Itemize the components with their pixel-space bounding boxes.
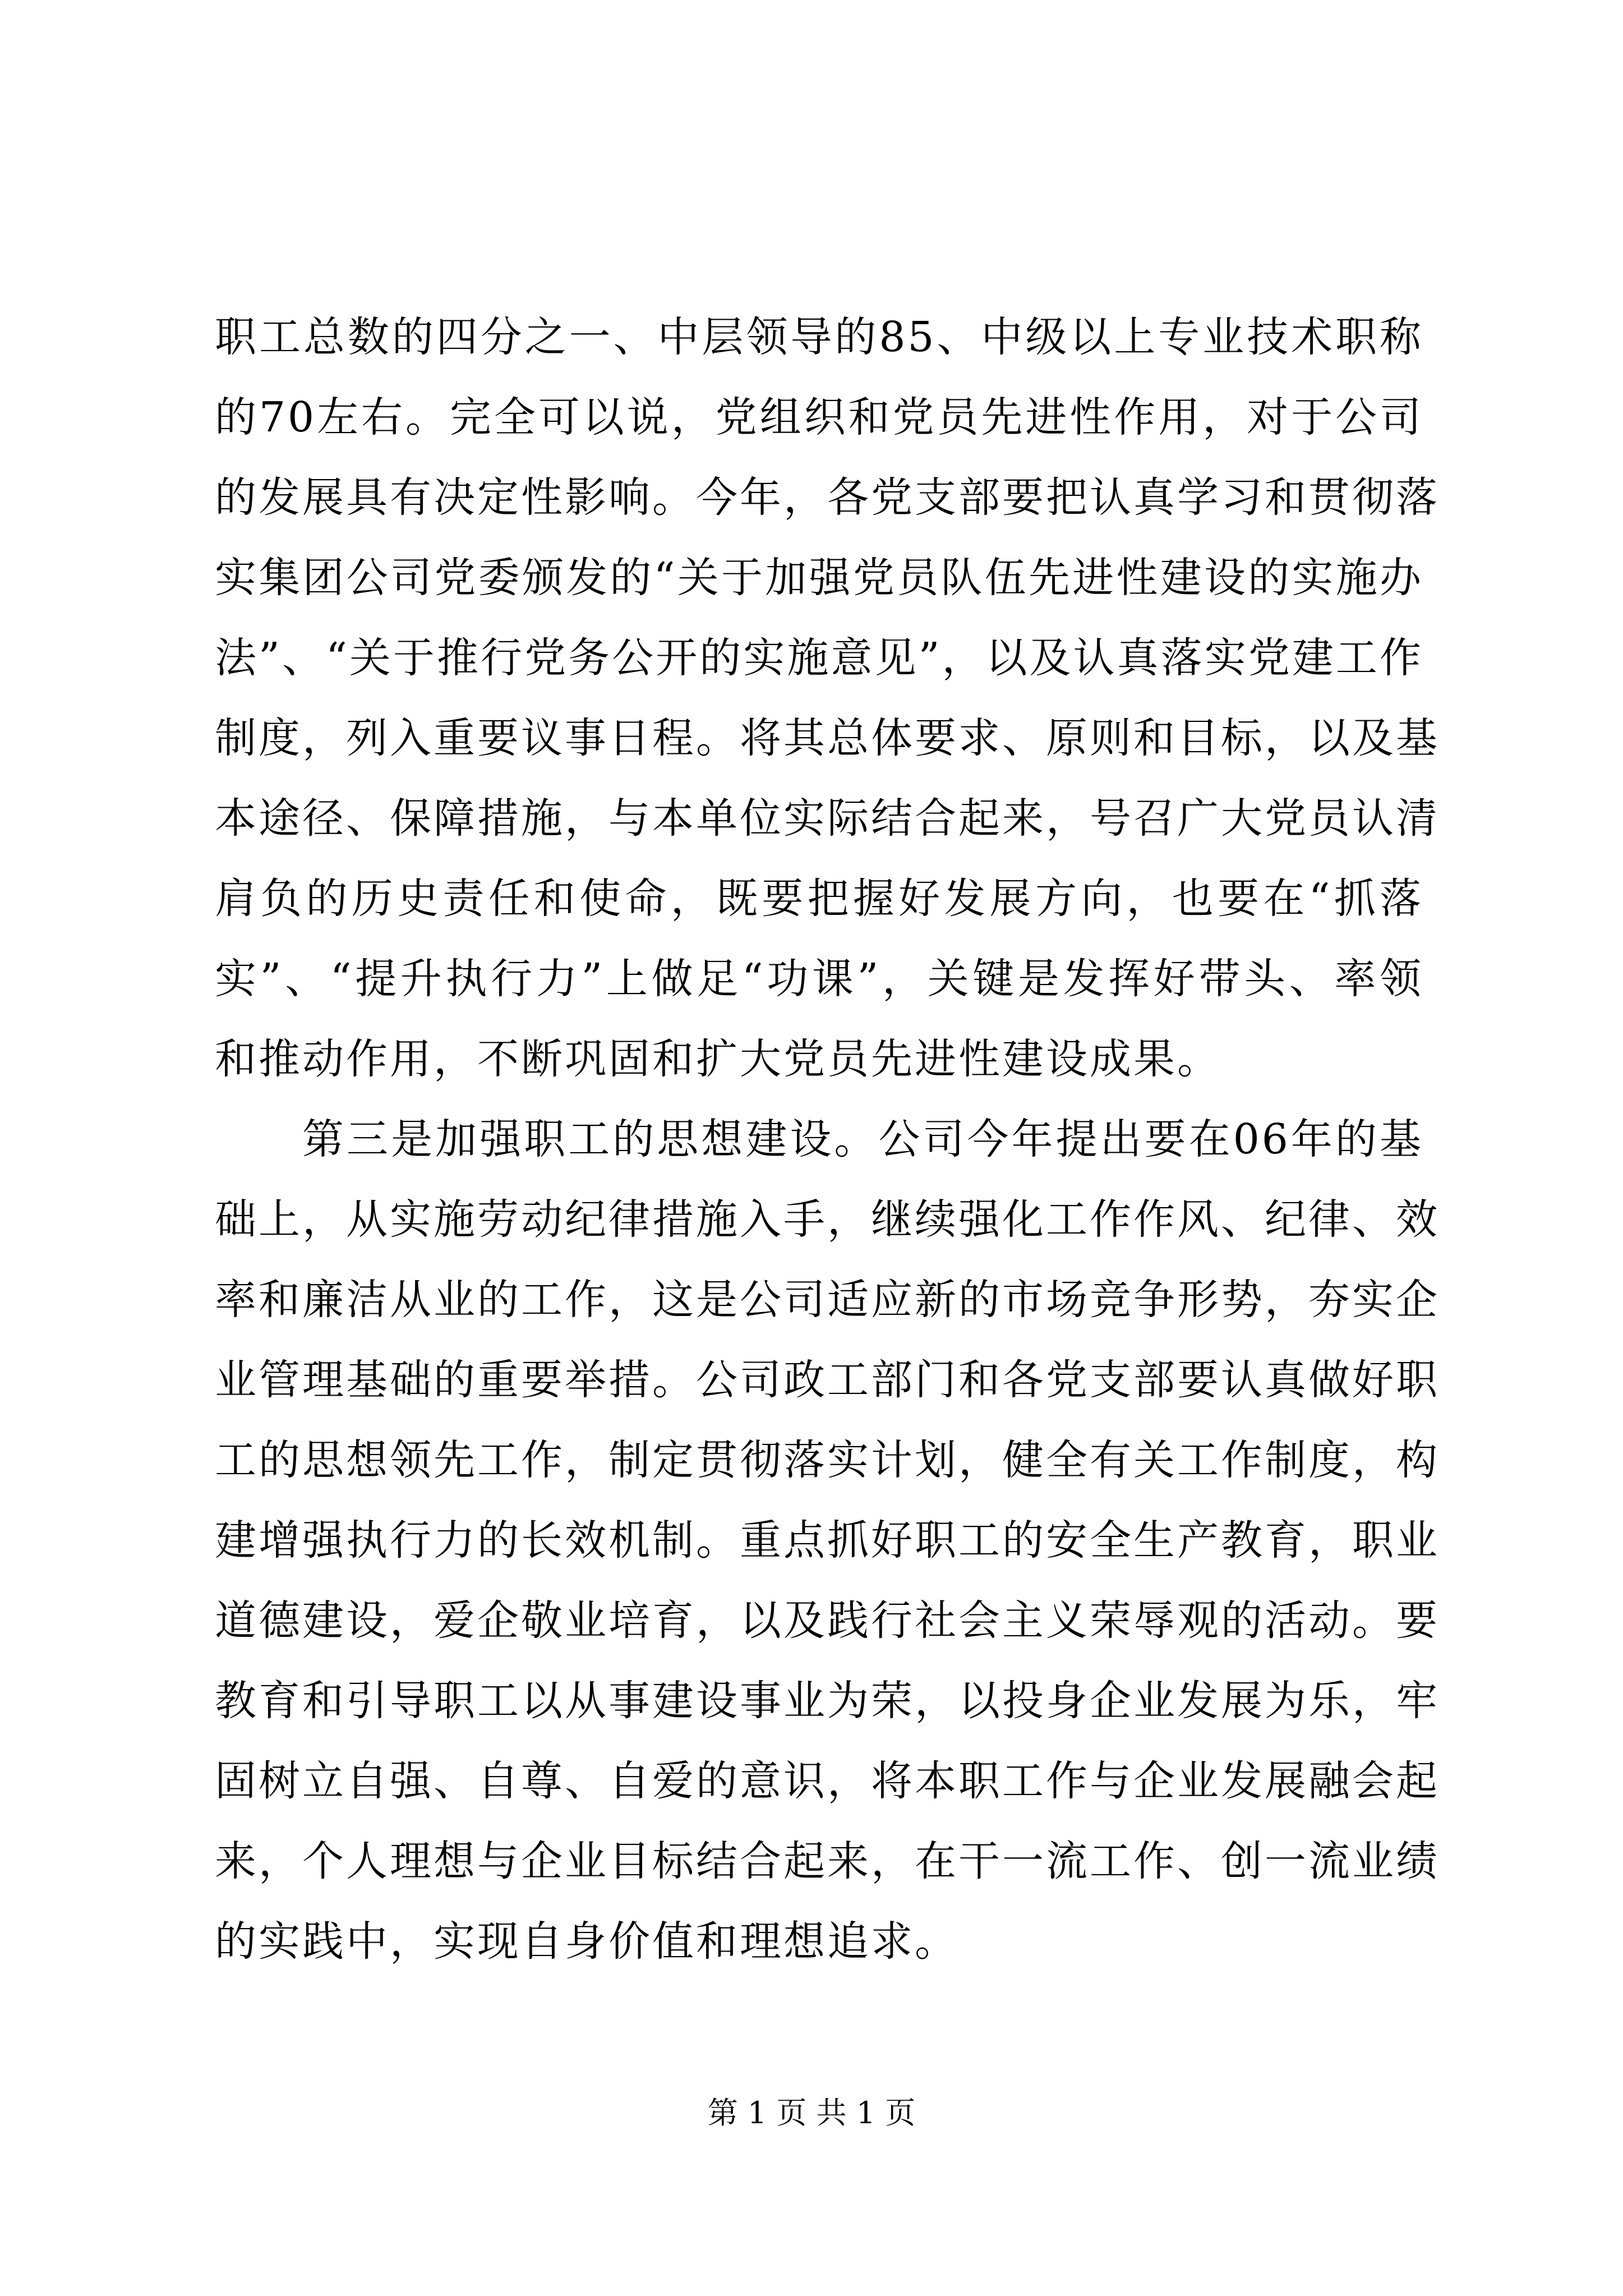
text-line: 教育和引导职工以从事建设事业为荣，以投身企业发展为乐，牢 [215, 1677, 1440, 1725]
text-line: 法”、“关于推行党务公开的实施意见”，以及认真落实党建工作 [215, 634, 1423, 682]
text-line: 业管理基础的重要举措。公司政工部门和各党支部要认真做好职 [215, 1356, 1440, 1404]
paragraph-1 [215, 297, 1440, 1099]
text-line: 职工总数的四分之一、中层领导的85、中级以上专业技术职称 [215, 313, 1423, 361]
text-line: 本途径、保障措施，与本单位实际结合起来，号召广大党员认清 [215, 794, 1440, 843]
text-line: 道德建设，爱企敬业培育，以及践行社会主义荣辱观的活动。要 [215, 1596, 1440, 1645]
text-line: 的70左右。完全可以说，党组织和党员先进性作用，对于公司 [215, 393, 1423, 441]
text-line: 来，个人理想与企业目标结合起来，在干一流工作、创一流业绩 [215, 1837, 1440, 1885]
document-body [215, 297, 1440, 1982]
text-line: 实”、“提升执行力”上做足“功课”，关键是发挥好带头、率领 [215, 955, 1423, 1003]
text-line: 础上，从实施劳动纪律措施入手，继续强化工作作风、纪律、效 [215, 1195, 1440, 1244]
text-line: 建增强执行力的长效机制。重点抓好职工的安全生产教育，职业 [215, 1516, 1440, 1565]
text-line: 的发展具有决定性影响。今年，各党支部要把认真学习和贯彻落 [215, 473, 1440, 522]
page-footer: 第 1 页 共 1 页 [707, 2095, 916, 2131]
text-line: 和推动作用，不断巩固和扩大党员先进性建设成果。 [215, 1035, 1221, 1083]
text-line: 的实践中，实现自身价值和理想追求。 [215, 1917, 958, 1966]
text-line: 肩负的历史责任和使命，既要把握好发展方向，也要在“抓落 [215, 875, 1423, 923]
text-line: 实集团公司党委颁发的“关于加强党员队伍先进性建设的实施办 [215, 554, 1423, 602]
text-line: 制度，列入重要议事日程。将其总体要求、原则和目标，以及基 [215, 714, 1440, 762]
text-line: 固树立自强、自尊、自爱的意识，将本职工作与企业发展融会起 [215, 1757, 1440, 1805]
paragraph-2 [215, 1099, 1440, 1982]
text-line: 第三是加强职工的思想建设。公司今年提出要在06年的基 [302, 1115, 1423, 1163]
text-line: 率和廉洁从业的工作，这是公司适应新的市场竞争形势，夯实企 [215, 1276, 1440, 1324]
text-line: 工的思想领先工作，制定贯彻落实计划，健全有关工作制度，构 [215, 1436, 1440, 1484]
